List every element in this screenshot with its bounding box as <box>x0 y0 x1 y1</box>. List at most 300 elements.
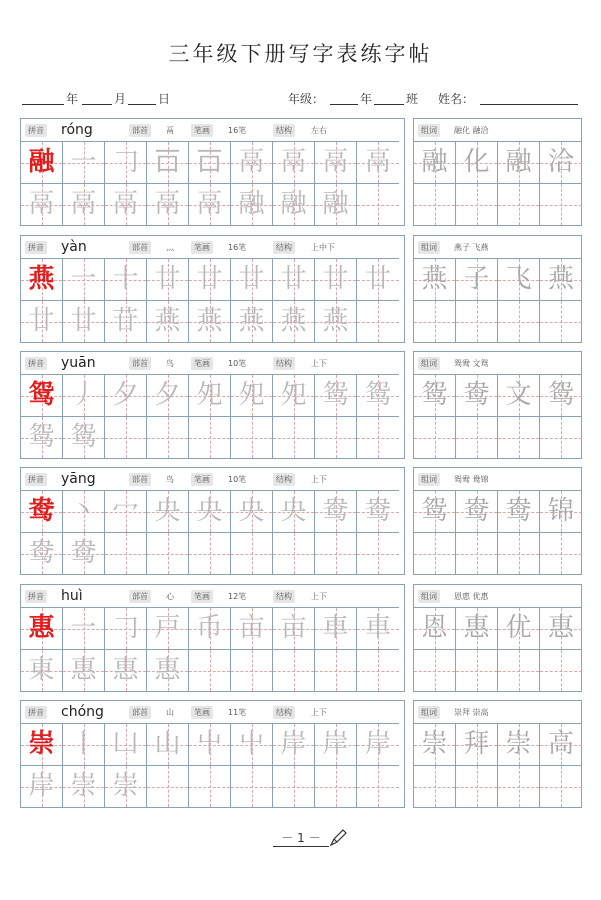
radical-tag: 部首 <box>129 706 151 719</box>
grid-cell[interactable] <box>147 723 189 765</box>
strokes-tag: 笔画 <box>191 357 213 370</box>
words-tag: 组词 <box>418 706 440 719</box>
grid-cell[interactable] <box>105 765 147 807</box>
grid-cell[interactable] <box>498 141 540 183</box>
grid-cell[interactable] <box>540 183 582 225</box>
grid-cell[interactable] <box>456 300 498 342</box>
pinyin-value: chóng <box>61 704 104 720</box>
grid-cell[interactable] <box>414 607 456 649</box>
grid-cell[interactable] <box>498 258 540 300</box>
day-blank[interactable] <box>128 104 156 105</box>
char-info-header <box>21 352 404 374</box>
grid-cell[interactable] <box>414 300 456 342</box>
word-char: 飞 <box>505 264 532 294</box>
grid-cell[interactable] <box>21 723 63 765</box>
trace-char: 崇 <box>112 771 139 801</box>
grid-cell[interactable] <box>147 765 189 807</box>
grid-cell[interactable] <box>456 723 498 765</box>
trace-char <box>273 650 314 691</box>
grid-cell[interactable] <box>456 649 498 691</box>
trace-char <box>231 650 272 691</box>
name-blank[interactable] <box>480 104 578 105</box>
grid-cell[interactable] <box>189 374 231 416</box>
grid-cell[interactable] <box>21 532 63 574</box>
grid-cell[interactable] <box>414 723 456 765</box>
writing-grid <box>21 607 404 691</box>
grid-cell[interactable] <box>456 141 498 183</box>
grid-cell[interactable] <box>357 649 399 691</box>
stroke-step-char: 凵 <box>112 729 139 759</box>
word-char: 优 <box>505 613 532 643</box>
grid-cell[interactable] <box>273 183 315 225</box>
grid-cell[interactable] <box>21 300 63 342</box>
grid-cell[interactable] <box>315 649 357 691</box>
trace-char: 燕 <box>280 306 307 336</box>
trace-char <box>357 301 399 342</box>
trace-char <box>357 766 399 807</box>
trace-char: 惠 <box>70 655 97 685</box>
stroke-step-char: 𠮛 <box>154 147 181 177</box>
stroke-step-char: 廿 <box>238 264 265 294</box>
grid-cell[interactable] <box>414 183 456 225</box>
words-tag: 组词 <box>418 124 440 137</box>
grid-cell[interactable] <box>147 258 189 300</box>
stroke-step-char: 央 <box>280 496 307 526</box>
grid-cell[interactable] <box>231 183 273 225</box>
grid-cell[interactable] <box>105 416 147 458</box>
trace-char: 鸯 <box>28 538 55 568</box>
grid-cell[interactable] <box>231 258 273 300</box>
words-header <box>414 468 581 490</box>
grid-cell[interactable] <box>63 416 105 458</box>
radical-tag: 部首 <box>129 124 151 137</box>
words-grid <box>414 723 581 807</box>
grid-cell[interactable] <box>414 258 456 300</box>
grid-cell[interactable] <box>189 490 231 532</box>
grid-cell[interactable] <box>189 607 231 649</box>
grid-cell[interactable] <box>540 300 582 342</box>
stroke-step-char: 廿 <box>154 264 181 294</box>
main-character: 融 <box>28 147 55 177</box>
radical-value: 山 <box>166 708 174 717</box>
word-char: 鸳 <box>547 380 574 410</box>
stroke-step-char: 𠃌 <box>112 147 139 177</box>
grid-cell[interactable] <box>540 765 582 807</box>
grid-cell[interactable] <box>498 416 540 458</box>
grid-cell[interactable] <box>357 765 399 807</box>
word-char: 燕 <box>547 264 574 294</box>
trace-char: 融 <box>280 189 307 219</box>
grid-cell[interactable] <box>540 532 582 574</box>
trace-char <box>147 766 188 807</box>
grid-cell[interactable] <box>231 723 273 765</box>
grid-cell[interactable] <box>273 490 315 532</box>
grid-cell[interactable] <box>273 649 315 691</box>
grid-cell[interactable] <box>498 490 540 532</box>
practice-panel <box>20 467 405 575</box>
grid-cell[interactable] <box>63 649 105 691</box>
grid-cell[interactable] <box>498 183 540 225</box>
grid-cell[interactable] <box>498 649 540 691</box>
grid-cell[interactable] <box>498 532 540 574</box>
structure-tag: 结构 <box>273 706 295 719</box>
grid-cell[interactable] <box>273 300 315 342</box>
stroke-step-char: 屮 <box>196 729 223 759</box>
grid-cell[interactable] <box>315 723 357 765</box>
grid-cell[interactable] <box>540 649 582 691</box>
grade-blank[interactable] <box>330 104 358 105</box>
words-panel <box>413 467 582 575</box>
info-line <box>20 90 580 108</box>
grid-cell[interactable] <box>21 607 63 649</box>
practice-panel <box>20 351 405 459</box>
grid-cell[interactable] <box>147 607 189 649</box>
grid-cell[interactable] <box>357 490 399 532</box>
grid-cell[interactable] <box>231 765 273 807</box>
trace-char <box>357 650 399 691</box>
grid-cell[interactable] <box>357 374 399 416</box>
trace-char <box>189 766 230 807</box>
word-char: 崇 <box>505 729 532 759</box>
trace-char: 岸 <box>28 771 55 801</box>
main-character: 鸯 <box>28 496 55 526</box>
grid-cell[interactable] <box>414 490 456 532</box>
word-char: 崇 <box>421 729 448 759</box>
stroke-step-char: 廿 <box>322 264 349 294</box>
grid-cell[interactable] <box>231 532 273 574</box>
word-char: 高 <box>547 729 574 759</box>
structure-value: 上中下 <box>311 243 335 252</box>
stroke-step-char: 車 <box>322 613 349 643</box>
grid-cell[interactable] <box>315 490 357 532</box>
grid-cell[interactable] <box>315 258 357 300</box>
grid-cell[interactable] <box>189 532 231 574</box>
grid-cell[interactable] <box>147 532 189 574</box>
day-label: 日 <box>158 92 171 106</box>
grid-cell[interactable] <box>498 374 540 416</box>
trace-char: 惠 <box>154 655 181 685</box>
words-grid <box>414 490 581 574</box>
grid-cell[interactable] <box>189 183 231 225</box>
trace-char: 燕 <box>322 306 349 336</box>
trace-char <box>189 533 230 574</box>
pinyin-value: róng <box>61 122 93 138</box>
grid-cell[interactable] <box>540 416 582 458</box>
grid-cell[interactable] <box>456 532 498 574</box>
grid-cell[interactable] <box>189 300 231 342</box>
structure-value: 上下 <box>311 592 327 601</box>
grid-cell[interactable] <box>189 723 231 765</box>
grid-cell[interactable] <box>357 723 399 765</box>
trace-char: 鬲 <box>154 189 181 219</box>
grid-cell[interactable] <box>63 300 105 342</box>
structure-tag: 结构 <box>273 473 295 486</box>
word-char: 文 <box>505 380 532 410</box>
stroke-step-char: 山 <box>154 729 181 759</box>
strokes-value: 10笔 <box>228 359 247 368</box>
pinyin-tag: 拼音 <box>25 590 47 603</box>
trace-char <box>357 533 399 574</box>
grid-cell[interactable] <box>456 183 498 225</box>
trace-char <box>273 417 314 458</box>
grid-cell[interactable] <box>273 258 315 300</box>
radical-value: 鸟 <box>166 359 174 368</box>
grid-cell[interactable] <box>63 490 105 532</box>
grid-cell[interactable] <box>540 490 582 532</box>
grid-cell[interactable] <box>273 532 315 574</box>
structure-tag: 结构 <box>273 124 295 137</box>
stroke-step-char: 亩 <box>238 613 265 643</box>
stroke-step-char: 丿 <box>70 380 97 410</box>
grid-cell[interactable] <box>273 723 315 765</box>
radical-tag: 部首 <box>129 357 151 370</box>
grid-cell[interactable] <box>21 490 63 532</box>
trace-char: 苷 <box>112 306 139 336</box>
grid-cell[interactable] <box>147 649 189 691</box>
practice-panel <box>20 584 405 692</box>
grid-cell[interactable] <box>21 374 63 416</box>
stroke-step-char: 鸯 <box>364 496 391 526</box>
word-char: 鸯 <box>463 380 490 410</box>
words-grid <box>414 374 581 458</box>
radical-value: 鸟 <box>166 475 174 484</box>
trace-char: 鬲 <box>70 189 97 219</box>
words-value: 融化 融洽 <box>454 126 489 135</box>
stroke-step-char: 鬲 <box>280 147 307 177</box>
grid-cell[interactable] <box>105 490 147 532</box>
trace-char: 融 <box>322 189 349 219</box>
grid-cell[interactable] <box>105 258 147 300</box>
grid-cell[interactable] <box>357 532 399 574</box>
grid-cell[interactable] <box>231 416 273 458</box>
char-info-header <box>21 585 404 607</box>
writing-grid <box>21 258 404 342</box>
grid-cell[interactable] <box>189 258 231 300</box>
grid-cell[interactable] <box>315 765 357 807</box>
grid-cell[interactable] <box>357 183 399 225</box>
words-tag: 组词 <box>418 590 440 603</box>
grid-cell[interactable] <box>63 723 105 765</box>
grid-cell[interactable] <box>105 141 147 183</box>
grid-cell[interactable] <box>21 258 63 300</box>
grid-cell[interactable] <box>357 258 399 300</box>
main-character: 惠 <box>28 613 55 643</box>
grid-cell[interactable] <box>147 300 189 342</box>
grid-cell[interactable] <box>273 141 315 183</box>
stroke-step-char: 廿 <box>280 264 307 294</box>
grid-cell[interactable] <box>540 141 582 183</box>
month-blank[interactable] <box>82 104 112 105</box>
grid-cell[interactable] <box>63 258 105 300</box>
grid-cell[interactable] <box>63 374 105 416</box>
grid-cell[interactable] <box>63 765 105 807</box>
word-char: 惠 <box>463 613 490 643</box>
trace-char <box>231 533 272 574</box>
grid-cell[interactable] <box>231 374 273 416</box>
structure-value: 左右 <box>311 126 327 135</box>
strokes-tag: 笔画 <box>191 590 213 603</box>
radical-tag: 部首 <box>129 473 151 486</box>
trace-char <box>147 533 188 574</box>
words-tag: 组词 <box>418 357 440 370</box>
year-blank[interactable] <box>22 104 64 105</box>
grid-cell[interactable] <box>63 141 105 183</box>
structure-value: 上下 <box>311 359 327 368</box>
radical-value: 灬 <box>166 243 174 252</box>
grid-cell[interactable] <box>315 416 357 458</box>
words-value: 鸳鸯 鸯锦 <box>454 475 489 484</box>
class-label: 班 <box>406 92 419 106</box>
grid-cell[interactable] <box>315 532 357 574</box>
grid-cell[interactable] <box>540 723 582 765</box>
grid-cell[interactable] <box>231 490 273 532</box>
pinyin-value: yāng <box>61 471 96 487</box>
word-char: 融 <box>505 147 532 177</box>
grid-cell[interactable] <box>414 374 456 416</box>
grid-cell[interactable] <box>414 649 456 691</box>
grid-cell[interactable] <box>498 607 540 649</box>
grid-cell[interactable] <box>414 765 456 807</box>
strokes-tag: 笔画 <box>191 473 213 486</box>
grid-cell[interactable] <box>189 765 231 807</box>
grid-cell[interactable] <box>147 141 189 183</box>
stroke-step-char: 𠃌 <box>112 613 139 643</box>
pinyin-value: yàn <box>61 239 87 255</box>
words-grid <box>414 141 581 225</box>
stroke-step-char: 戸 <box>154 613 181 643</box>
grid-cell[interactable] <box>315 141 357 183</box>
grid-cell[interactable] <box>105 532 147 574</box>
strokes-tag: 笔画 <box>191 124 213 137</box>
grid-cell[interactable] <box>414 416 456 458</box>
grid-cell[interactable] <box>21 141 63 183</box>
structure-tag: 结构 <box>273 357 295 370</box>
grid-cell[interactable] <box>315 607 357 649</box>
grid-cell[interactable] <box>105 374 147 416</box>
radical-value: 心 <box>166 592 174 601</box>
grid-cell[interactable] <box>189 141 231 183</box>
grid-cell[interactable] <box>273 374 315 416</box>
writing-grid <box>21 141 404 225</box>
radical-tag: 部首 <box>129 590 151 603</box>
grid-cell[interactable] <box>105 300 147 342</box>
grid-cell[interactable] <box>414 532 456 574</box>
grid-cell[interactable] <box>273 765 315 807</box>
grid-cell[interactable] <box>315 374 357 416</box>
grid-cell[interactable] <box>540 374 582 416</box>
word-char: 鸯 <box>505 496 532 526</box>
stroke-step-char: 一 <box>70 613 97 643</box>
practice-panel <box>20 235 405 343</box>
grid-cell[interactable] <box>147 183 189 225</box>
page-number: － 1 － <box>273 830 329 847</box>
grid-cell[interactable] <box>456 607 498 649</box>
trace-char: 鸯 <box>70 538 97 568</box>
grid-cell[interactable] <box>273 607 315 649</box>
grid-cell[interactable] <box>105 183 147 225</box>
word-char: 燕 <box>421 264 448 294</box>
strokes-value: 11笔 <box>228 708 247 717</box>
strokes-value: 16笔 <box>228 126 247 135</box>
grid-cell[interactable] <box>315 183 357 225</box>
writing-grid <box>21 723 404 807</box>
word-char: 子 <box>463 264 490 294</box>
stroke-step-char: 廿 <box>196 264 223 294</box>
grid-cell[interactable] <box>189 416 231 458</box>
grid-cell[interactable] <box>456 490 498 532</box>
grid-cell[interactable] <box>21 183 63 225</box>
grade-label: 年级： <box>288 92 325 106</box>
stroke-step-char: 鸳 <box>364 380 391 410</box>
trace-char <box>273 533 314 574</box>
grid-cell[interactable] <box>498 300 540 342</box>
grid-cell[interactable] <box>357 141 399 183</box>
name-label: 姓名： <box>438 92 475 106</box>
grid-cell[interactable] <box>456 765 498 807</box>
grid-cell[interactable] <box>357 607 399 649</box>
grid-cell[interactable] <box>273 416 315 458</box>
grid-cell[interactable] <box>357 300 399 342</box>
word-char: 融 <box>421 147 448 177</box>
grid-cell[interactable] <box>456 416 498 458</box>
grid-cell[interactable] <box>231 141 273 183</box>
words-panel <box>413 118 582 226</box>
pen-icon <box>328 828 348 848</box>
grid-cell[interactable] <box>21 649 63 691</box>
grid-cell[interactable] <box>231 607 273 649</box>
grid-cell[interactable] <box>357 416 399 458</box>
grid-cell[interactable] <box>147 374 189 416</box>
grid-cell[interactable] <box>540 607 582 649</box>
stroke-step-char: 𠮛 <box>196 147 223 177</box>
stroke-step-char: 丨 <box>70 729 97 759</box>
grid-cell[interactable] <box>63 532 105 574</box>
grid-cell[interactable] <box>231 649 273 691</box>
words-panel <box>413 235 582 343</box>
grid-cell[interactable] <box>540 258 582 300</box>
word-char: 鸳 <box>421 496 448 526</box>
words-value: 恩惠 优惠 <box>454 592 489 601</box>
word-char: 惠 <box>547 613 574 643</box>
grid-cell[interactable] <box>147 416 189 458</box>
grid-cell[interactable] <box>147 490 189 532</box>
trace-char: 廿 <box>70 306 97 336</box>
grid-cell[interactable] <box>63 183 105 225</box>
grid-cell[interactable] <box>105 607 147 649</box>
grid-cell[interactable] <box>498 765 540 807</box>
words-header <box>414 701 581 723</box>
structure-tag: 结构 <box>273 590 295 603</box>
stroke-step-char: 鬲 <box>238 147 265 177</box>
grid-cell[interactable] <box>189 649 231 691</box>
class-blank[interactable] <box>374 104 404 105</box>
stroke-step-char: 鸳 <box>322 380 349 410</box>
grid-cell[interactable] <box>105 649 147 691</box>
grid-cell[interactable] <box>456 258 498 300</box>
grid-cell[interactable] <box>315 300 357 342</box>
grid-cell[interactable] <box>105 723 147 765</box>
main-character: 燕 <box>28 264 55 294</box>
words-header <box>414 119 581 141</box>
grid-cell[interactable] <box>21 765 63 807</box>
grid-cell[interactable] <box>414 141 456 183</box>
grid-cell[interactable] <box>498 723 540 765</box>
words-panel <box>413 584 582 692</box>
grid-cell[interactable] <box>456 374 498 416</box>
grid-cell[interactable] <box>63 607 105 649</box>
grid-cell[interactable] <box>21 416 63 458</box>
grid-cell[interactable] <box>231 300 273 342</box>
